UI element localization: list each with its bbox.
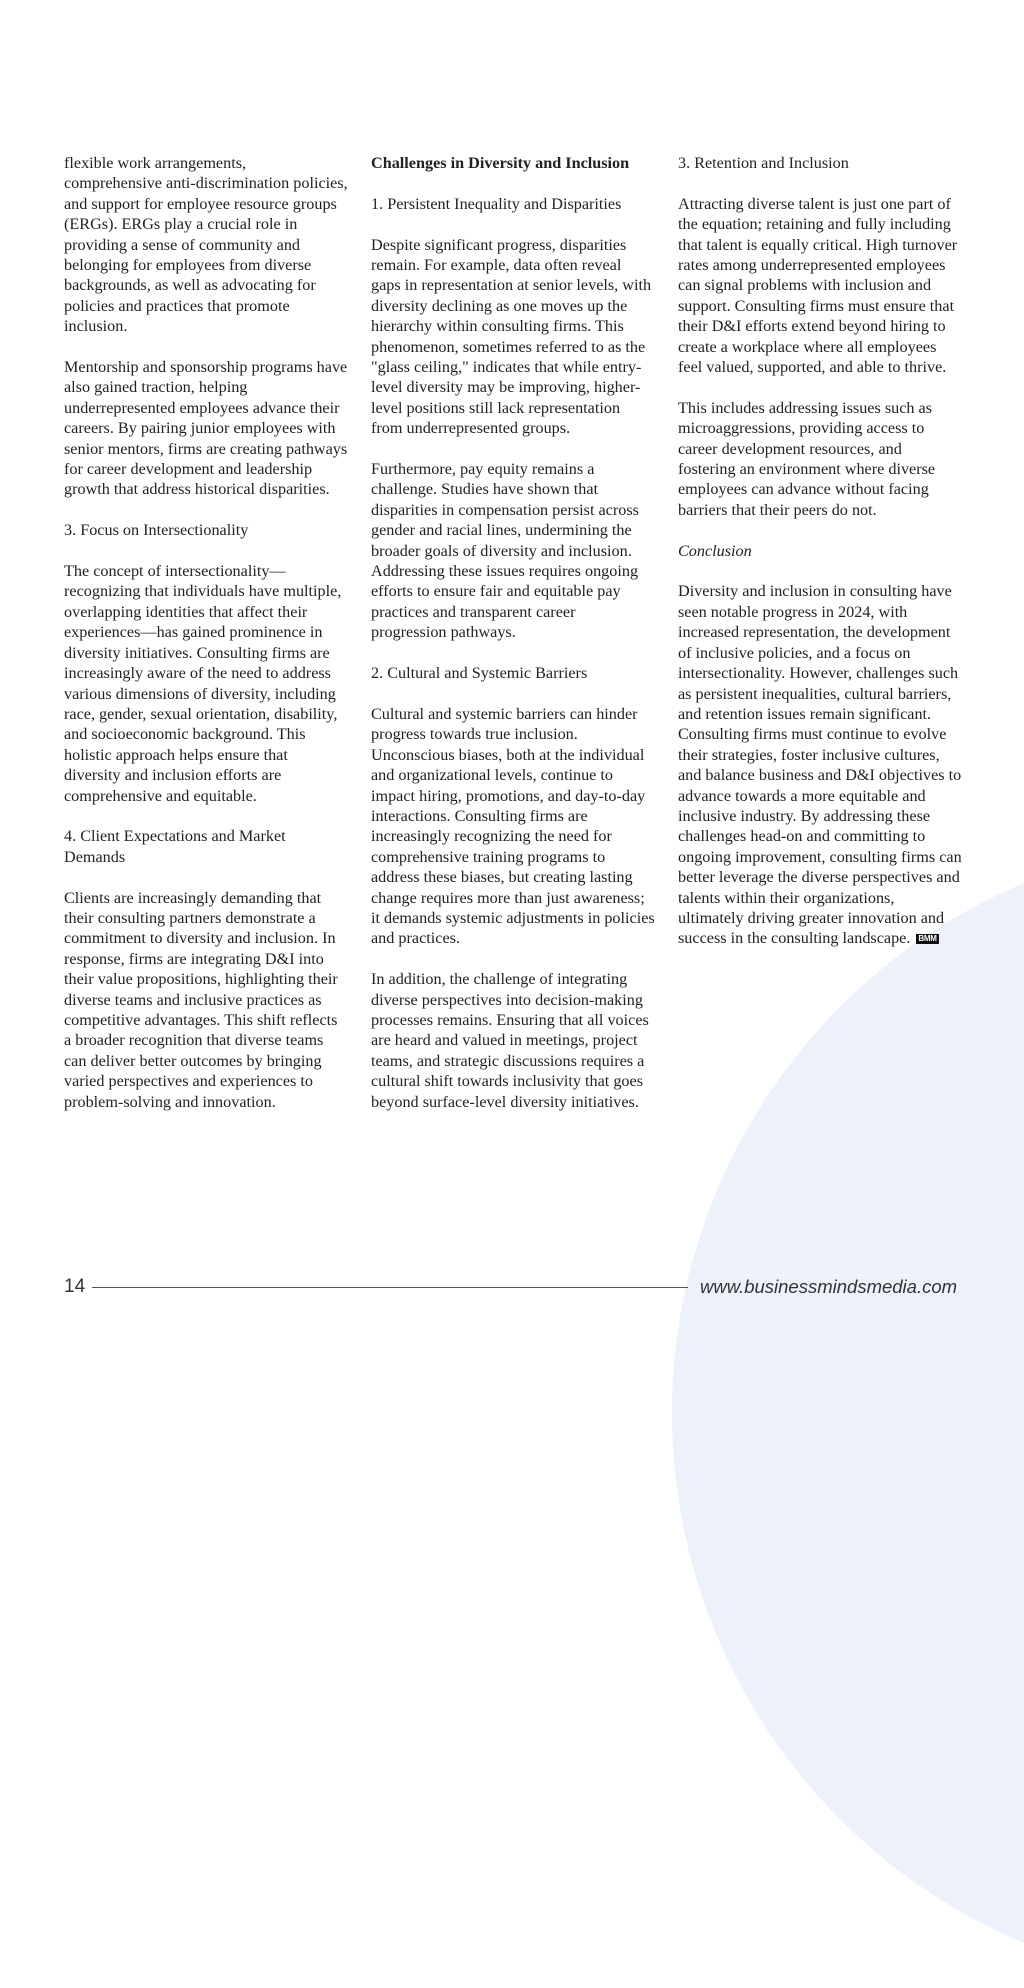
- subheading-client-expectations: 4. Client Expectations and Market Demands: [64, 827, 286, 866]
- subheading-cultural-barriers: 2. Cultural and Systemic Barriers: [371, 664, 588, 683]
- paragraph-mentorship: Mentorship and sponsorship programs have also gained traction, helping underrepresented employees advance their careers. By pairing junior employees with senior mentors, firms are creating pathways for career development and leadership growth that address historical disparities.: [64, 358, 348, 499]
- paragraph-microaggressions: This includes addressing issues such as microaggressions, providing access to career development resources, and fostering an environment where diverse employees can advance without facing barriers that their peers do not.: [678, 398, 936, 519]
- conclusion-title: Conclusion: [678, 541, 752, 560]
- bmm-end-mark-logo: BMM: [918, 934, 937, 944]
- article-column-3: [678, 153, 962, 969]
- paragraph-conclusion: [678, 581, 962, 948]
- paragraph-intersectionality: The concept of intersectionality—recognizing that individuals have multiple, overlapping identities that affect their experiences—has gained prominence in diversity initiatives. Consulting firms are increasingly aware of the need to address various dimensions of diversity, including race, gender, sexual orientation, disability, and socioeconomic background. This holistic approach helps ensure that diversity and inclusion efforts are comprehensive and equitable.: [64, 562, 342, 805]
- footer-divider: [92, 1287, 688, 1288]
- page-number: 14: [64, 1276, 86, 1297]
- paragraph-pay-equity: Furthermore, pay equity remains a challenge. Studies have shown that disparities in compensation persist across gender and racial lines, undermining the broader goals of diversity and inclusion. Addressing these issues requires ongoing efforts to ensure fair and equitable pay practices and transparent career progression pathways.: [371, 460, 639, 642]
- paragraph-retention: Attracting diverse talent is just one part of the equation; retaining and fully including that talent is equally critical. High turnover rates among underrepresented employees can signal problems with inclusion and support. Consulting firms must ensure that their D&I efforts extend beyond hiring to create a workplace where all employees feel valued, supported, and able to thrive.: [678, 194, 958, 377]
- section-heading-challenges: Challenges in Diversity and Inclusion: [371, 154, 630, 172]
- footer-website-link[interactable]: www.businessmindsmedia.com: [700, 1276, 958, 1297]
- background-circle-decoration: [672, 838, 1024, 1988]
- paragraph-disparities: Despite significant progress, disparities remain. For example, data often reveal gaps in representation at senior levels, with diversity declining as one moves up the hierarchy within consulting firms. This phenomenon, sometimes referred to as the "glass ceiling," indicates that while entry-level diversity may be improving, higher-level positions still lack representation from underrepresented groups.: [371, 235, 652, 438]
- page-footer: [0, 1272, 1024, 1302]
- subheading-retention: 3. Retention and Inclusion: [678, 154, 849, 172]
- article-column-1: [64, 153, 348, 1132]
- subheading-persistent-inequality: 1. Persistent Inequality and Disparities: [371, 194, 622, 213]
- paragraph-client-expectations: Clients are increasingly demanding that their consulting partners demonstrate a commitment to diversity and inclusion. In response, firms are integrating D&I into their value propositions, highlighting their diverse teams and inclusive practices as competitive advantages. This shift reflects a broader recognition that diverse teams can deliver better outcomes by bringing varied perspectives and experiences to problem-solving and innovation.: [64, 888, 338, 1111]
- paragraph-integrating-perspectives: In addition, the challenge of integrating diverse perspectives into decision-making processes remains. Ensuring that all voices are heard and valued in meetings, project teams, and strategic discussions requires a cultural shift towards inclusivity that goes beyond surface-level diversity initiatives.: [371, 970, 649, 1111]
- paragraph-benefits-erg: flexible work arrangements, comprehensive anti-discrimination policies, and support for employee resource groups (ERGs). ERGs play a crucial role in providing a sense of community and belonging for employees from diverse backgrounds, as well as advocating for policies and practices that promote inclusion.: [64, 154, 348, 336]
- conclusion-text: Diversity and inclusion in consulting have seen notable progress in 2024, with increased representation, the development of inclusive policies, and a focus on intersectionality. However, challenges such as persistent inequalities, cultural barriers, and retention issues remain significant. Consulting firms must continue to evolve their strategies, foster inclusive cultures, and balance business and D&I objectives to advance towards a more equitable and inclusive industry. By addressing these challenges head-on and committing to ongoing improvement, consulting firms can better leverage the diverse perspectives and talents within their organizations, ultimately driving greater innovation and success in the consulting landscape.: [678, 582, 962, 948]
- subheading-intersectionality: 3. Focus on Intersectionality: [64, 521, 249, 540]
- article-column-2: [371, 153, 655, 1132]
- paragraph-cultural-barriers: Cultural and systemic barriers can hinder progress towards true inclusion. Unconscious biases, both at the individual and organizational levels, continue to impact hiring, promotions, and day-to-day interactions. Consulting firms are increasingly recognizing the need for comprehensive training programs to address these biases, but creating lasting change requires more than just awareness; it demands systemic adjustments in policies and practices.: [371, 704, 655, 948]
